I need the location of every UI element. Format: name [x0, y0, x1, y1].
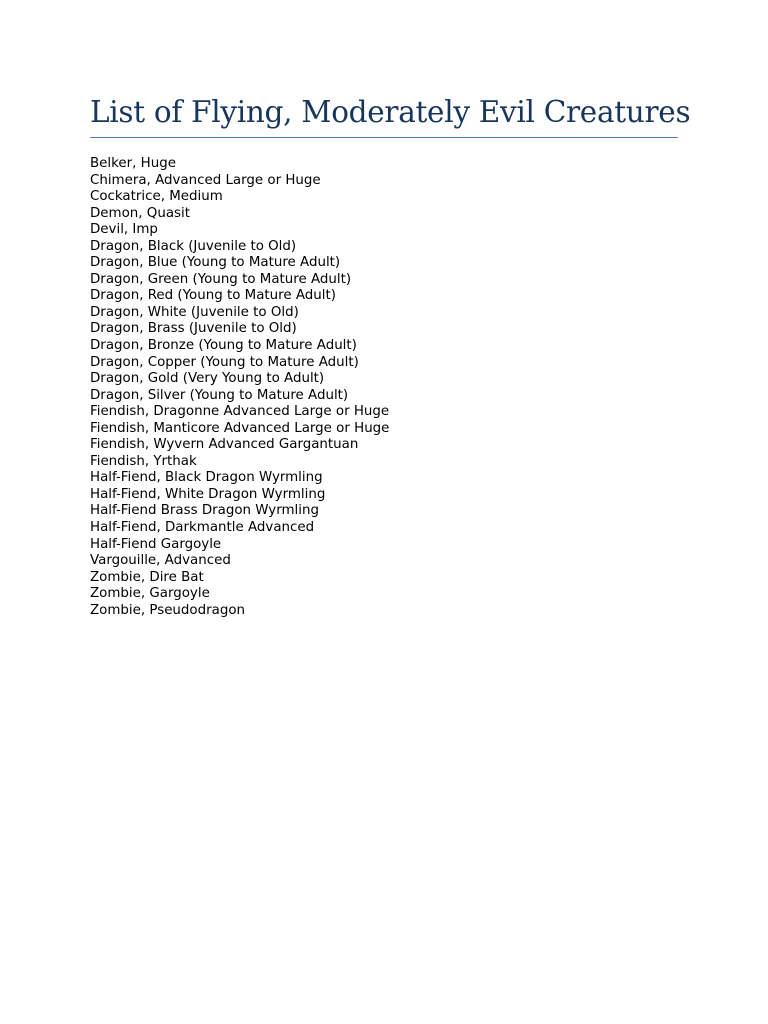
list-item: Half-Fiend, Black Dragon Wyrmling — [90, 470, 323, 486]
list-item: Dragon, Green (Young to Mature Adult) — [90, 271, 352, 287]
creature-list — [90, 156, 389, 619]
list-item: Half-Fiend, Darkmantle Advanced — [90, 520, 315, 536]
list-item: Fiendish, Wyvern Advanced Gargantuan — [90, 437, 359, 453]
list-item: Half-Fiend Brass Dragon Wyrmling — [90, 503, 319, 519]
list-item: Fiendish, Dragonne Advanced Large or Huge — [90, 404, 390, 420]
list-item: Dragon, Bronze (Young to Mature Adult) — [90, 338, 357, 354]
document-title: List of Flying, Moderately Evil Creatures — [90, 95, 691, 129]
list-item: Belker, Huge — [90, 156, 176, 171]
list-item: Dragon, Gold (Very Young to Adult) — [90, 371, 325, 387]
list-item: Half-Fiend, White Dragon Wyrmling — [90, 486, 326, 502]
list-item: Dragon, Red (Young to Mature Adult) — [90, 288, 336, 304]
list-item: Vargouille, Advanced — [90, 553, 231, 569]
list-item: Dragon, Copper (Young to Mature Adult) — [90, 354, 359, 370]
list-item: Chimera, Advanced Large or Huge — [90, 172, 321, 188]
list-item: Demon, Quasit — [90, 205, 190, 221]
list-item: Half-Fiend Gargoyle — [90, 536, 222, 552]
list-item: Dragon, White (Juvenile to Old) — [90, 304, 299, 320]
list-item: Dragon, Black (Juvenile to Old) — [90, 238, 297, 254]
title-underline-divider — [90, 137, 678, 138]
list-item: Zombie, Dire Bat — [90, 569, 204, 585]
list-item: Cockatrice, Medium — [90, 189, 223, 205]
list-item: Zombie, Gargoyle — [90, 586, 210, 602]
list-item: Fiendish, Manticore Advanced Large or Huge — [90, 420, 390, 436]
list-item: Dragon, Brass (Juvenile to Old) — [90, 321, 297, 337]
list-item: Dragon, Silver (Young to Mature Adult) — [90, 387, 349, 403]
list-item: Zombie, Pseudodragon — [90, 602, 246, 618]
list-item: Devil, Imp — [90, 222, 158, 238]
list-item: Dragon, Blue (Young to Mature Adult) — [90, 255, 341, 271]
list-item: Fiendish, Yrthak — [90, 453, 197, 469]
